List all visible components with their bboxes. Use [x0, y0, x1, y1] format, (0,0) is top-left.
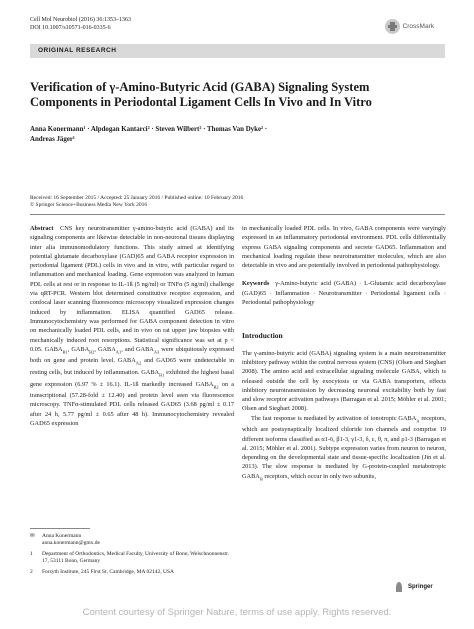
abstract — [30, 224, 234, 428]
envelope-icon: ✉ — [30, 533, 35, 539]
subscript: B1 — [62, 349, 68, 355]
abstract-text: were ubiquitously expressed both on gene and protein level. GABA — [30, 345, 234, 365]
abstract-text: on a transcriptional (57.28-fold ± 12.40) and protein level seen via fluorescence microscopy. TNFα-stimulated PDL cells released GAD65 (3.68 pg/ml ± 0.17 after 24 h, 5.77 pg/ml ± 0.65 after 48 h). Immunocytochemistry revealed GAD65 expression — [30, 380, 234, 427]
publisher-logo — [395, 582, 433, 592]
subscript: A — [416, 418, 420, 423]
abstract-text: , GABA — [67, 345, 90, 353]
subscript: A3 — [153, 349, 160, 355]
title-line: Verification of γ-Amino-Butyric Acid (GABA) Signaling System — [30, 80, 370, 94]
footnotes — [30, 533, 234, 579]
doi-line[interactable]: DOI 10.1007/s10571-016-0335-6 — [30, 25, 111, 31]
author-list — [30, 125, 450, 145]
intro-text: receptors, which are postsynaptically localized chloride ion channels and comprise 19 different isoforms classified as α1-6, β1-3, γ1-3, δ, ε, θ, π, and ρ1-3 (Barragan et al. 2015; Möhler et al. 2001). Subtype expression varies from neuron to neuron, depending on the developmental state and tissue-specific localization (Jin et al. 2013). The slow response is mediated by G-protein-coupled metabotropic GABA — [242, 414, 446, 480]
subscript: B1 — [159, 372, 165, 378]
journal-citation: Cell Mol Neurobiol (2016) 36:1353–1363 — [30, 17, 131, 23]
publication-history: Received: 16 September 2015 / Accepted: 25 January 2016 / Published online: 10 February 2016 — [30, 195, 244, 201]
footnote-divider — [30, 528, 90, 529]
article-title — [30, 80, 450, 110]
publisher-name: Springer — [408, 584, 433, 590]
abstract-text: , GABA — [94, 345, 116, 353]
intro-text: The fast response is mediated by activation of ionotropic GABA — [251, 414, 417, 422]
corresponding-email[interactable]: anna.konermann@gmx.de — [42, 540, 100, 547]
keywords-text: γ-Amino-butyric acid (GABA) · L-Glutamic acid decarboxylase (GAD)65 · Inflammation · Neurotransmitter · Periodontal ligament cells · Periodontal pathophysiology — [242, 280, 447, 307]
abstract-text: and GAD65 were undetectable in resting cells, but induced by inflammation. GABA — [30, 357, 234, 376]
crossmark-label: CrossMark — [402, 23, 434, 30]
abstract-label: Abstract — [30, 225, 54, 232]
section-label: ORIGINAL RESEARCH — [38, 47, 117, 54]
abstract-text: CNS key neurotransmitter γ-amino-butyric acid (GABA) and its signaling components are likewise detectable in non-neuronal tissues displaying inter alia immunomodulatory functions. This study aimed at identifying potential glutamate decarboxylase (GAD)65 and GABA receptor expression in periodontal ligament (PDL) cells in vivo and in vitro, with particular regard to inflammation and mechanical loading. Gene expression was analyzed in human PDL cells at rest or in response to IL-1ß (5 ng/ml) or TNFα (5 ng/ml) challenge via qRT-PCR. Western blot determined constitutive receptor expression, and confocal laser scanning fluorescence microscopy visualized expression changes induced by inflammation. ELISA quantified GAD65 release. Immunocytochemistry was performed for GABA component detection in vitro on mechanically loaded PDL cells, and in vivo on rat upper jaw biopsies with mechanically induced root resorptions. Statistical significance was set at p < 0.05. GABA — [30, 225, 235, 353]
affiliation-footnote — [30, 569, 234, 576]
corresponding-name: Anna Konermann — [42, 533, 82, 539]
title-line: Components in Periodontal Ligament Cells In Vivo and In Vitro — [30, 95, 372, 109]
affiliation-text: Department of Orthodontics, Medical Faculty, University of Bonn, Welschnonnenstr. 17, 53111 Bonn, Germany — [42, 550, 229, 565]
corresponding-author — [30, 533, 234, 548]
header-divider — [30, 214, 445, 215]
abstract-text: , and GABA — [121, 345, 154, 353]
right-column — [242, 224, 446, 483]
journal-info — [30, 16, 131, 32]
introduction-paragraph — [242, 414, 446, 484]
introduction-heading: Introduction — [242, 331, 283, 341]
keywords — [242, 279, 446, 307]
subscript: B2 — [89, 349, 95, 355]
subscript: A2 — [135, 360, 142, 366]
intro-text: receptors, which occur in only two subunits, — [262, 472, 376, 480]
copyright-line: © Springer Science+Business Media New York 2016 — [30, 202, 148, 208]
subscript: B — [259, 476, 263, 482]
keywords-label: Keywords — [242, 280, 270, 288]
footnote-mark: 1 — [30, 550, 33, 557]
affiliation-footnote — [30, 551, 234, 566]
publication-dates — [30, 195, 450, 209]
abstract-continued: in mechanically loaded PDL cells. In vivo, GABA components were varyingly expressed in an inflammatory periodontal environment. PDL cells differentially express GABA signaling components and secrete GAD65. Inflammation and mechanical loading regulate these neurotransmitter molecules, which are also detectable in vivo and are potentially involved in periodontal pathophysiology. — [242, 225, 446, 270]
crossmark-button[interactable] — [385, 19, 434, 34]
footnote-mark: 2 — [30, 568, 33, 575]
left-column — [30, 224, 234, 428]
crossmark-icon — [385, 19, 400, 34]
author-line[interactable]: Anna Konermann¹ · Alpdogan Kantarci² · Steven Wilbert² · Thomas Van Dyke² · — [30, 126, 268, 133]
author-line[interactable]: Andreas Jäger¹ — [30, 136, 76, 143]
section-bar — [30, 44, 445, 58]
affiliation-text: Forsyth Institute, 245 First St, Cambridge, MA 02142, USA — [42, 568, 175, 575]
subscript: A1 — [115, 349, 122, 355]
introduction-paragraph: The γ-amino-butyric acid (GABA) signaling system is a main neurotransmitter inhibitory pathway within the central nervous system (CNS) (Olsen and Sieghart 2008). The amino acid and extracellular signaling molecule GABA, which is released outside the cell by exocytosis or via GABA transporters, effects inhibitory neurotransmission by decreasing neuronal excitability both by fast and slow receptor activation pathways (Barragan et al. 2015; Möhler et al. 2001; Olsen and Sieghart 2008). — [242, 349, 446, 413]
abstract-text: exhibited the highest basal gene expression (6.97 % ± 16.1). IL-1ß markedly increased GABA — [30, 368, 234, 388]
springer-horse-icon — [395, 582, 405, 592]
courtesy-watermark: Content courtesy of Springer Nature, terms of use apply. Rights reserved. — [82, 607, 392, 618]
subscript: B2 — [213, 383, 219, 389]
